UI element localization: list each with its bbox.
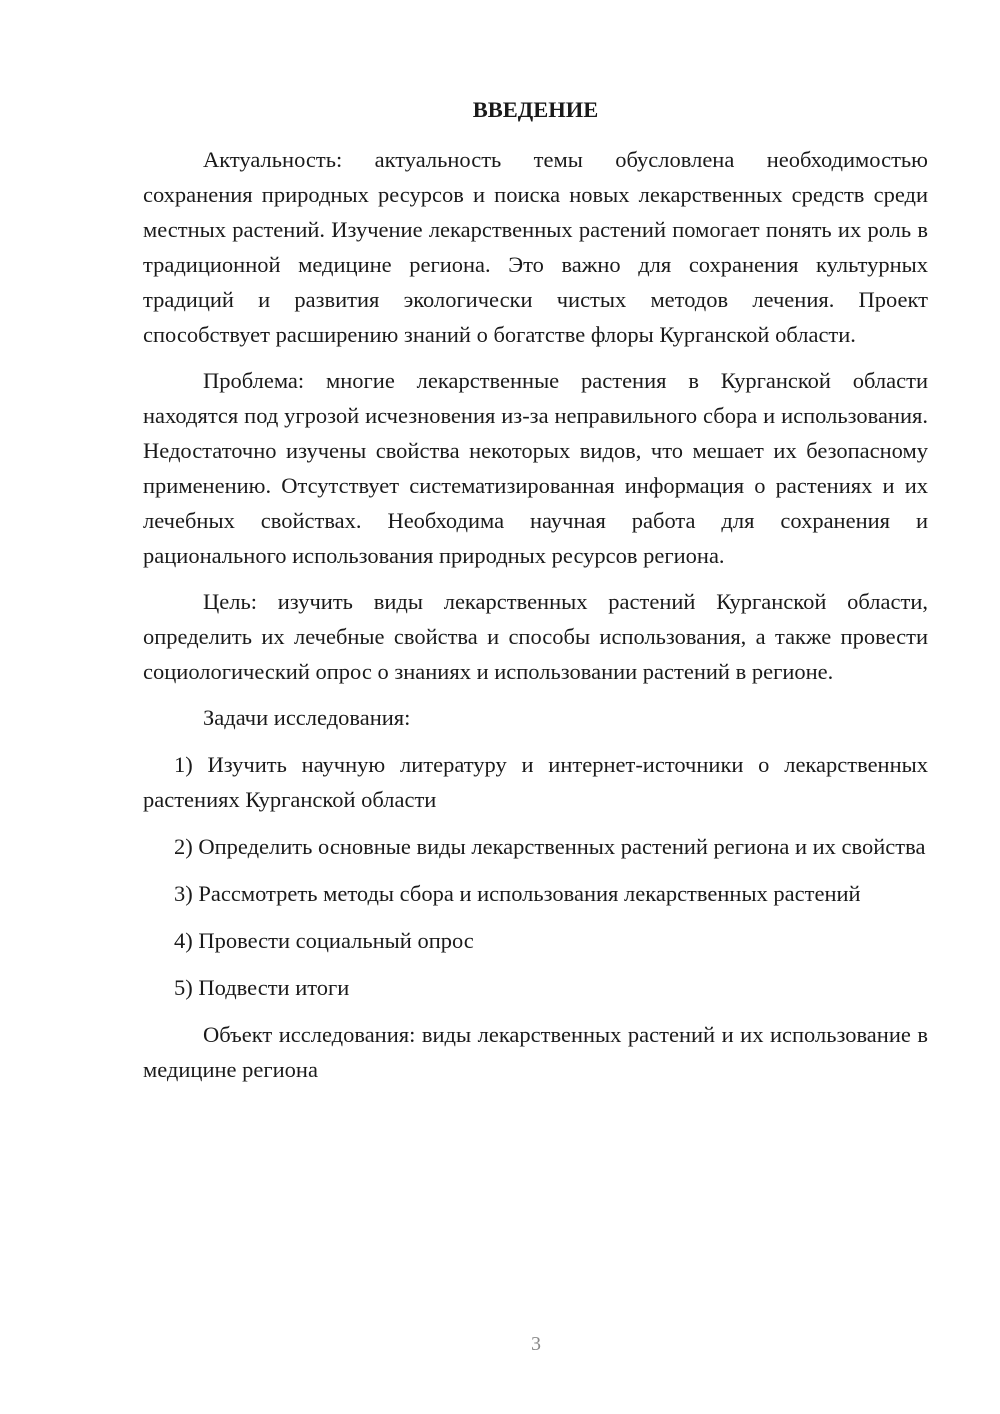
page-number: 3	[531, 1333, 541, 1355]
task-item-3: 3) Рассмотреть методы сбора и использования лекарственных растений	[174, 881, 861, 906]
task-item-2: 2) Определить основные виды лекарственных растений региона и их свойства	[174, 834, 926, 859]
paragraph-object: Объект исследования: виды лекарственных растений и их использование в медицине региона	[143, 1022, 928, 1082]
paragraph-goal: Цель: изучить виды лекарственных растений Курганской области, определить их лечебные свойства и способы использования, а также провести социологический опрос о знаниях и использовании растений в регионе.	[143, 589, 928, 684]
document-page	[143, 95, 928, 1098]
document-title: ВВЕДЕНИЕ	[472, 97, 599, 122]
tasks-heading: Задачи исследования:	[203, 705, 411, 730]
paragraph-relevance: Актуальность: актуальность темы обусловлена необходимостью сохранения природных ресурсов и поиска новых лекарственных средств среди местных растений. Изучение лекарственных растений помогает понять их роль в традиционной медицине региона. Это важно для сохранения культурных традиций и развития экологически чистых методов лечения. Проект способствует расширению знаний о богатстве флоры Курганской области.	[143, 147, 928, 347]
task-item-4: 4) Провести социальный опрос	[174, 928, 474, 953]
paragraph-problem: Проблема: многие лекарственные растения в Курганской области находятся под угрозой исчезновения из-за неправильного сбора и использования. Недостаточно изучены свойства некоторых видов, что мешает их безопасному применению. Отсутствует систематизированная информация о растениях и их лечебных свойствах. Необходима научная работа для сохранения и рационального использования природных ресурсов региона.	[143, 368, 928, 568]
task-item-5: 5) Подвести итоги	[174, 975, 350, 1000]
task-item-1: 1) Изучить научную литературу и интернет-источники о лекарственных растениях Курганской области	[143, 752, 928, 812]
